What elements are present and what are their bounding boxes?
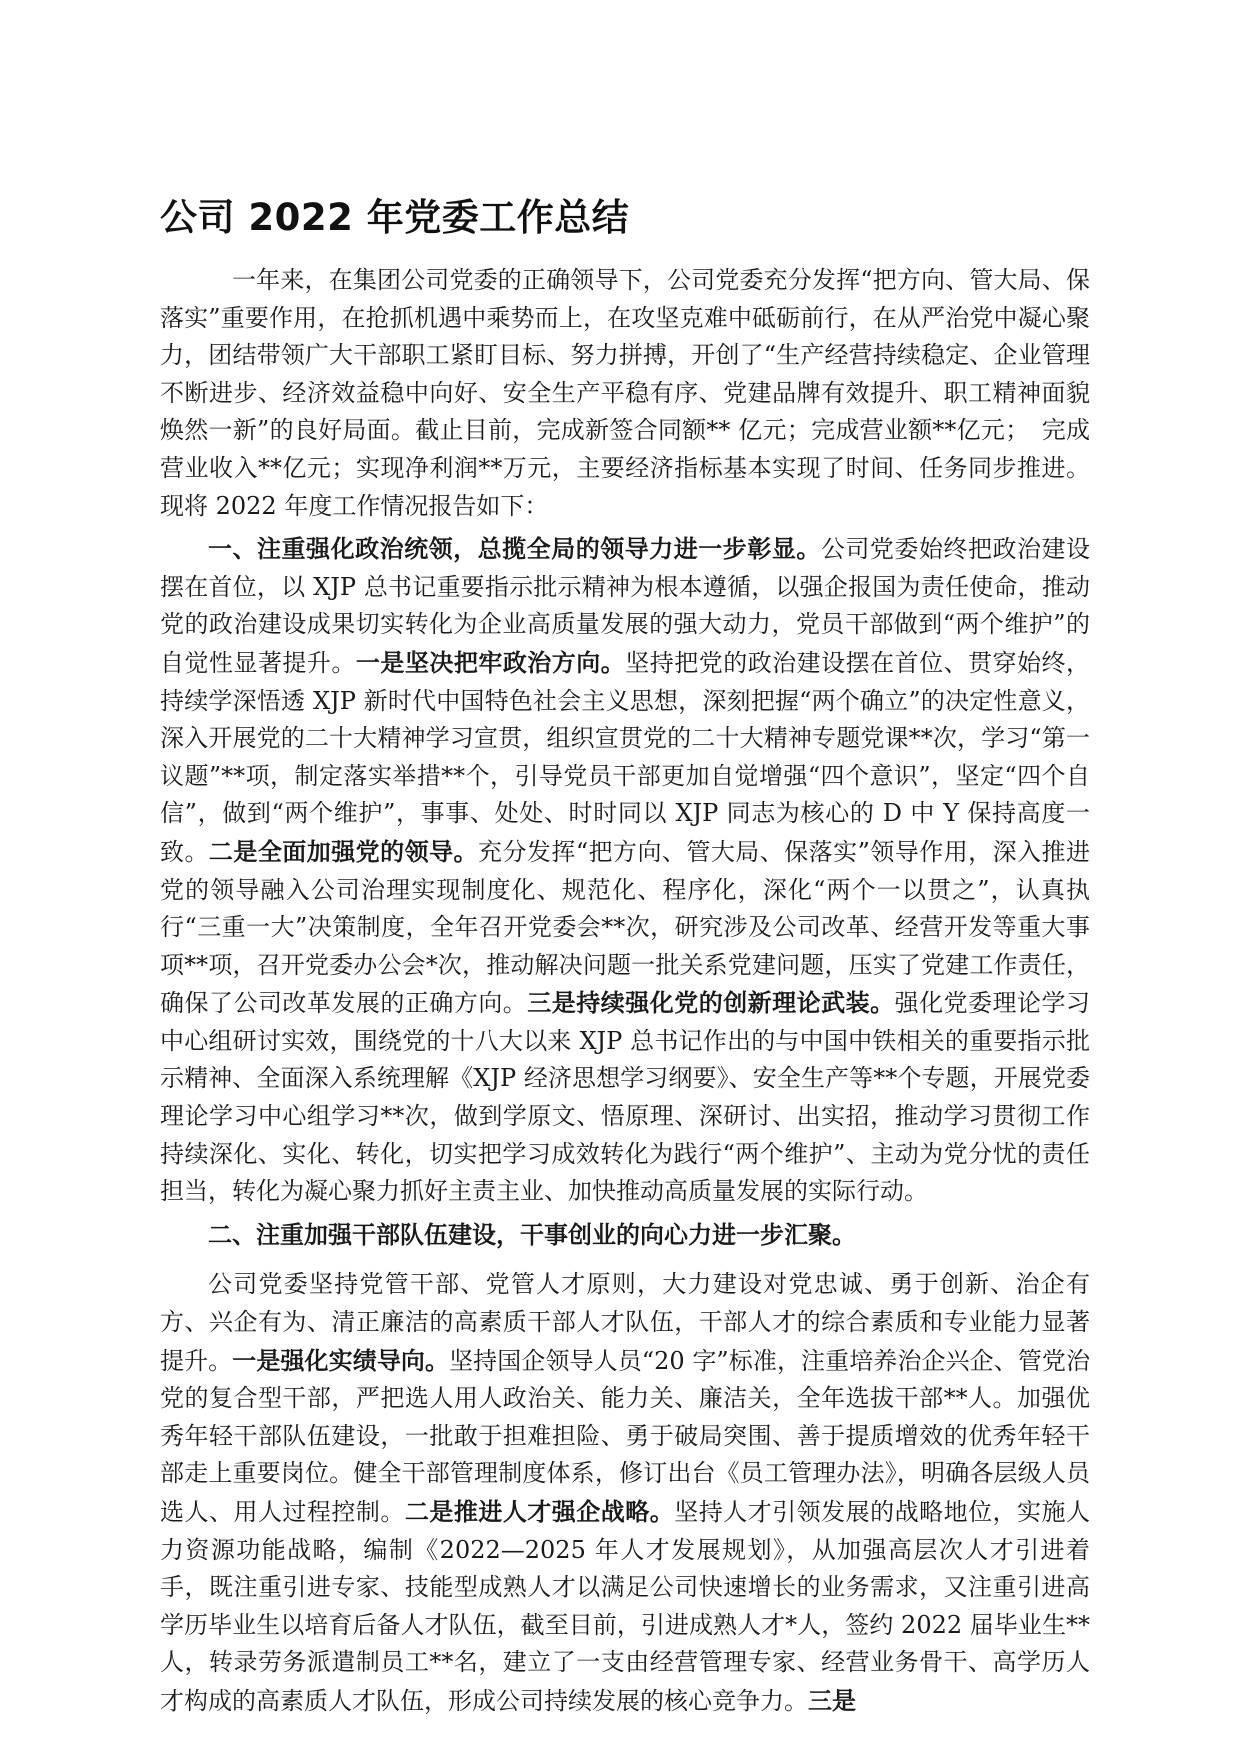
- point-heading: 二是全面加强党的领导。: [208, 836, 478, 866]
- text-run: 坚持人才引领发展的战略地位，实施人力资源功能战略，编制《2022—2025 年人才发展规划》，从加强高层次人才引进着手，既注重引进专家、技能型成熟人才以满足公司快速增长的业务需求，又注重引进高学历毕业生以培育后备人才队伍，截至目前，引进成熟人才*人，签约 2022 届毕业生**人，转录劳务派遣制员工**名，建立了一支由经营管理专家、经营业务骨干、高学历人才构成的高素质人才队伍，形成公司持续发展的核心竞争力。: [160, 1498, 1091, 1715]
- section-1-heading: 一、注重强化政治统领，总揽全局的领导力进一步彰显。: [208, 534, 821, 564]
- section-1-paragraph: [160, 530, 1090, 1211]
- text-run: 强化党委理论学习中心组研讨实效，围绕党的十八大以来 XJP 总书记作出的与中国中铁相关的重要指示批示精神、全面深入系统理解《XJP 经济思想学习纲要》、安全生产等**个专题，开展党委理论学习中心组学习**次，做到学原文、悟原理、深研讨、出实招，推动学习贯彻工作持续深化、实化、转化，切实把学习成效转化为践行“两个维护”、主动为党分忧的责任担当，转化为凝心聚力抓好主责主业、加快推动高质量发展的实际行动。: [160, 989, 1090, 1206]
- point-heading: 一是坚决把牢政治方向。: [355, 647, 626, 677]
- text-run: 二、注重加强干部队伍建设，干事创业的向心力进一步汇聚。: [208, 1219, 856, 1249]
- text-run: 坚持把党的政治建设摆在首位、贯穿始终，持续学深悟透 XJP 新时代中国特色社会主义思想，深刻把握“两个确立”的决定性意义，深入开展党的二十大精神学习宣贯，组织宣贯党的二十大精神专题党课**次，学习“第一议题”**项，制定落实举措**个，引导党员干部更加自觉增强“四个意识”，坚定“四个自信”，做到“两个维护”，事事、处处、时时同以 XJP 同志为核心的 D 中 Y 保持高度一致。: [160, 648, 1091, 866]
- text-run: 坚持国企领导人员“20 字”标准，注重培养治企兴企、管党治党的复合型干部，严把选人用人政治关、能力关、廉洁关，全年选拔干部**人。加强优秀年轻干部队伍建设，一批敢于担难担险、勇于破局突围、善于提质增效的优秀年轻干部走上重要岗位。健全干部管理制度体系，修订出台《员工管理办法》，明确各层级人员选人、用人过程控制。: [160, 1346, 1091, 1526]
- section-2-heading: [160, 1216, 1090, 1254]
- point-heading: 一是强化实绩导向。: [232, 1345, 450, 1375]
- text-run: 一年来，在集团公司党委的正确领导下，公司党委充分发挥“把方向、管大局、保落实”重要作用，在抢抓机遇中乘势而上，在攻坚克难中砥砺前行，在从严治党中凝心聚力，团结带领广大干部职工紧盯目标、努力拼搏，开创了“生产经营持续稳定、企业管理不断进步、经济效益稳中向好、安全生产平稳有序、党建品牌有效提升、职工精神面貌焕然一新”的良好局面。截止目前，完成新签合同额** 亿元；完成营业额**亿元； 完成营业收入**亿元；实现净利润**万元，主要经济指标基本实现了时间、任务同步推进。现将 2022 年度工作情况报告如下：: [160, 266, 1090, 520]
- text-run: 公司党委坚持党管干部、党管人才原则，大力建设对党忠诚、勇于创新、治企有方、兴企有为、清正廉洁的高素质干部人才队伍，干部人才的综合素质和专业能力显著提升。: [160, 1270, 1090, 1375]
- point-heading: 二是推进人才强企战略。: [404, 1497, 675, 1526]
- point-heading: 三是: [808, 1685, 856, 1715]
- section-2-paragraph: [160, 1266, 1090, 1720]
- point-heading: 三是持续强化党的创新理论武装。: [527, 988, 895, 1018]
- text-run: 公司党委始终把政治建设摆在首位，以 XJP 总书记重要指示批示精神为根本遵循，以强企报国为责任使命，推动党的政治建设成果切实转化为企业高质量发展的强大动力，党员干部做到“两个维护”的自觉性显著提升。: [160, 535, 1091, 677]
- intro-paragraph: [160, 262, 1090, 525]
- text-run: 充分发挥“把方向、管大局、保落实”领导作用，深入推进党的领导融入公司治理实现制度化、规范化、程序化，深化“两个一以贯之”，认真执行“三重一大”决策制度，全年召开党委会**次，研究涉及公司改革、经营开发等重大事项**项，召开党委办公会*次，推动解决问题一批关系党建问题，压实了党建工作责任，确保了公司改革发展的正确方向。: [160, 837, 1091, 1018]
- document-title: 公司 2022 年党委工作总结: [160, 196, 630, 239]
- document-page: [160, 196, 1090, 1726]
